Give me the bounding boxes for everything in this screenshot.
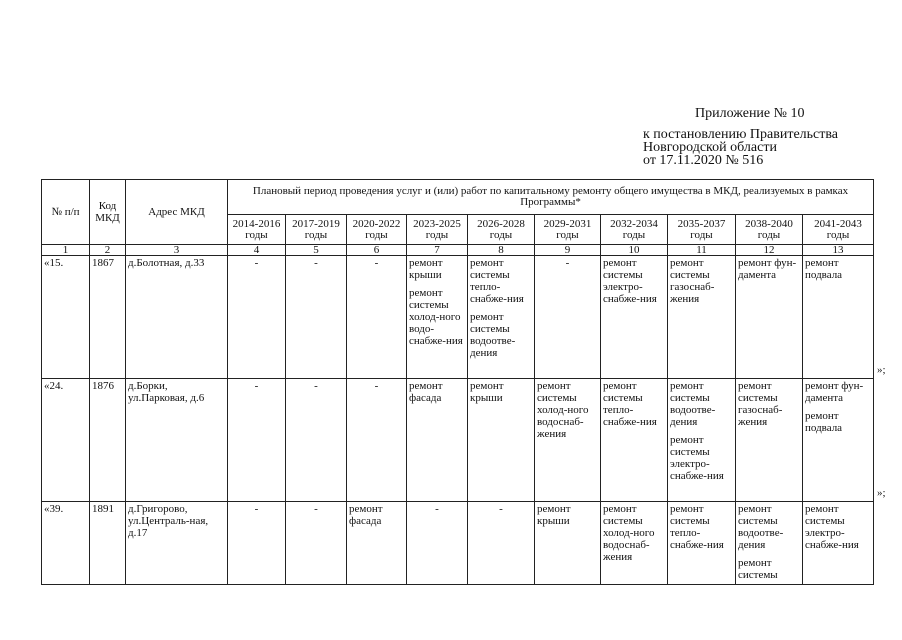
work-cell bbox=[347, 379, 407, 502]
work-cell bbox=[286, 256, 347, 379]
header-period: 2041-2043 годы bbox=[803, 215, 874, 245]
work-cell bbox=[347, 502, 407, 585]
work-item: ремонт фун-дамента bbox=[805, 380, 864, 404]
row-code: 1876 bbox=[90, 379, 126, 502]
header-period: 2023-2025 годы bbox=[407, 215, 468, 245]
work-item: ремонт системы водоотве-дения bbox=[470, 311, 516, 359]
no-work-dash: - bbox=[374, 257, 379, 269]
work-item: ремонт системы bbox=[738, 557, 778, 581]
column-index-cell: 7 bbox=[407, 245, 468, 256]
header-period: 2035-2037 годы bbox=[668, 215, 736, 245]
header-period: 2038-2040 годы bbox=[736, 215, 803, 245]
column-index-cell: 5 bbox=[286, 245, 347, 256]
work-item: ремонт фасада bbox=[349, 503, 383, 527]
header-period: 2014-2016 годы bbox=[228, 215, 286, 245]
no-work-dash: - bbox=[254, 503, 259, 515]
work-cell bbox=[228, 502, 286, 585]
work-item: ремонт фун-дамента bbox=[738, 257, 797, 281]
work-cell bbox=[535, 502, 601, 585]
row-address: д.Борки, ул.Парковая, д.6 bbox=[126, 379, 228, 502]
work-item: ремонт системы водоотве-дения bbox=[670, 380, 716, 428]
row-code: 1891 bbox=[90, 502, 126, 585]
work-item: ремонт системы электро-снабже-ния bbox=[805, 503, 859, 551]
work-cell bbox=[286, 379, 347, 502]
work-cell bbox=[407, 502, 468, 585]
row-address: д.Болотная, д.33 bbox=[126, 256, 228, 379]
header-period: 2017-2019 годы bbox=[286, 215, 347, 245]
work-item: ремонт крыши bbox=[470, 380, 504, 404]
header-period: 2029-2031 годы bbox=[535, 215, 601, 245]
work-cell bbox=[468, 256, 535, 379]
no-work-dash: - bbox=[314, 503, 318, 515]
appendix-line-1: к постановлению Правительства bbox=[643, 127, 839, 142]
work-cell bbox=[407, 379, 468, 502]
work-item: ремонт крыши bbox=[409, 257, 443, 281]
work-item: ремонт системы электро-снабже-ния bbox=[603, 257, 657, 305]
work-cell bbox=[803, 256, 874, 379]
header-period: 2020-2022 годы bbox=[347, 215, 407, 245]
work-item: ремонт системы газоснаб-жения bbox=[738, 380, 783, 428]
work-item: ремонт системы водоотве-дения bbox=[738, 503, 784, 551]
work-cell bbox=[535, 256, 601, 379]
work-cell bbox=[286, 502, 347, 585]
column-index-cell: 11 bbox=[668, 245, 736, 256]
work-item: ремонт фасада bbox=[409, 380, 443, 404]
work-cell bbox=[601, 256, 668, 379]
column-index-cell: 2 bbox=[90, 245, 126, 256]
row-address: д.Григорово, ул.Централь-ная, д.17 bbox=[126, 502, 228, 585]
table-row bbox=[42, 379, 874, 502]
work-cell bbox=[347, 256, 407, 379]
column-index-cell: 3 bbox=[126, 245, 228, 256]
work-cell bbox=[468, 379, 535, 502]
work-item: ремонт системы тепло-снабже-ния bbox=[670, 503, 724, 551]
column-index-row bbox=[42, 245, 874, 256]
appendix-line-2: Новгородской области bbox=[643, 140, 777, 155]
work-cell bbox=[668, 502, 736, 585]
row-number: «15. bbox=[42, 256, 90, 379]
column-index-cell: 1 bbox=[42, 245, 90, 256]
appendix-block bbox=[643, 107, 838, 167]
no-work-dash: - bbox=[374, 380, 379, 392]
work-item: ремонт системы холод-ного водоснаб-жения bbox=[603, 503, 655, 563]
work-cell bbox=[468, 502, 535, 585]
table-row bbox=[42, 256, 874, 379]
work-item: ремонт системы газоснаб-жения bbox=[670, 257, 715, 305]
column-index-cell: 4 bbox=[228, 245, 286, 256]
work-item: ремонт системы тепло-снабже-ния bbox=[603, 380, 657, 428]
work-item: ремонт системы холод-ного водоснаб-жения bbox=[537, 380, 589, 440]
header-no: № п/п bbox=[42, 180, 90, 245]
column-index-cell: 9 bbox=[535, 245, 601, 256]
row-number: «24. bbox=[42, 379, 90, 502]
column-index-cell: 12 bbox=[736, 245, 803, 256]
work-cell bbox=[803, 502, 874, 585]
work-cell bbox=[668, 379, 736, 502]
work-cell bbox=[803, 379, 874, 502]
table-row bbox=[42, 502, 874, 585]
work-item: ремонт крыши bbox=[537, 503, 571, 527]
work-cell bbox=[736, 502, 803, 585]
no-work-dash: - bbox=[254, 257, 259, 269]
work-item: ремонт системы электро-снабже-ния bbox=[670, 434, 724, 482]
no-work-dash: - bbox=[254, 380, 259, 392]
work-cell bbox=[228, 379, 286, 502]
work-cell bbox=[601, 379, 668, 502]
work-cell bbox=[736, 256, 803, 379]
work-cell bbox=[228, 256, 286, 379]
no-work-dash: - bbox=[435, 503, 439, 515]
column-index-cell: 6 bbox=[347, 245, 407, 256]
no-work-dash: - bbox=[565, 257, 570, 269]
header-period-title: Плановый период проведения услуг и (или) работ по капитальному ремонту общего имущества в МКД, реализуемых в рамках Программы* bbox=[228, 180, 874, 215]
work-item: ремонт системы тепло-снабже-ния bbox=[470, 257, 524, 305]
work-cell bbox=[736, 379, 803, 502]
capital-repair-table bbox=[41, 179, 874, 585]
column-index-cell: 10 bbox=[601, 245, 668, 256]
no-work-dash: - bbox=[499, 503, 503, 515]
header-period: 2026-2028 годы bbox=[468, 215, 535, 245]
header-period: 2032-2034 годы bbox=[601, 215, 668, 245]
work-item: ремонт системы холод-ного водо-снабже-ния bbox=[409, 287, 463, 347]
work-item: ремонт подвала bbox=[805, 257, 843, 281]
appendix-number: Приложение № 10 bbox=[695, 106, 805, 121]
work-cell bbox=[535, 379, 601, 502]
appendix-line-3: от 17.11.2020 № 516 bbox=[643, 153, 764, 168]
row-code: 1867 bbox=[90, 256, 126, 379]
work-cell bbox=[601, 502, 668, 585]
work-cell bbox=[668, 256, 736, 379]
column-index-cell: 13 bbox=[803, 245, 874, 256]
no-work-dash: - bbox=[314, 257, 318, 269]
column-index-cell: 8 bbox=[468, 245, 535, 256]
header-address: Адрес МКД bbox=[126, 180, 228, 245]
header-code: Код МКД bbox=[90, 180, 126, 245]
no-work-dash: - bbox=[314, 380, 318, 392]
row-closing-mark: »; bbox=[877, 487, 886, 499]
row-closing-mark: »; bbox=[877, 364, 886, 376]
work-cell bbox=[407, 256, 468, 379]
row-number: «39. bbox=[42, 502, 90, 585]
work-item: ремонт подвала bbox=[805, 410, 843, 434]
